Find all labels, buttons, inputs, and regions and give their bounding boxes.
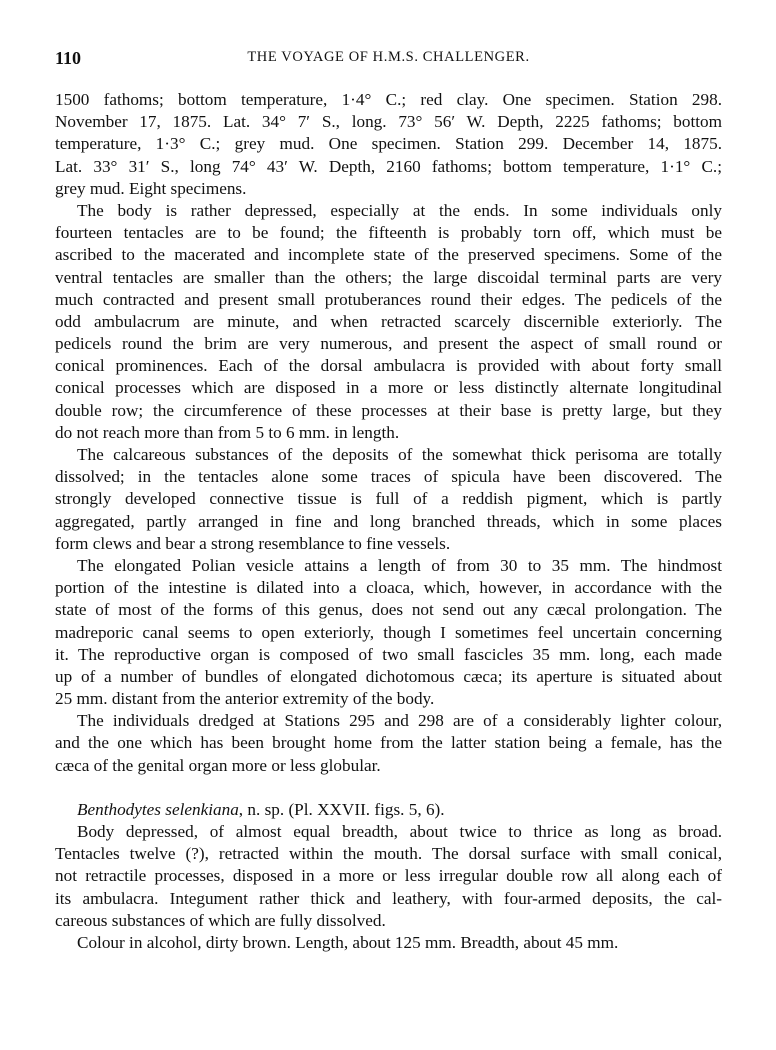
text-line: do not reach more than from 5 to 6 mm. in length.	[55, 422, 400, 442]
text-line: form clews and bear a strong resemblance to fine vessels.	[55, 533, 451, 553]
text-line: Colour in alcohol, dirty brown. Length, about 125 mm. Breadth, about 45 mm.	[77, 932, 619, 952]
text-line: careous substances of which are fully dissolved.	[55, 910, 386, 930]
text-line: 25 mm. distant from the anterior extremity of the body.	[55, 689, 435, 709]
species-description-section	[55, 821, 722, 954]
paragraph	[55, 932, 722, 954]
text-line: The calcareous substances of the deposits of the somewhat thick perisoma are totally	[77, 445, 722, 464]
text-line: its ambulacra. Integument rather thick and leathery, with four-armed deposits, the cal-	[55, 888, 722, 908]
text-line: it. The reproductive organ is composed of two small fascicles 35 mm. long, each made	[55, 644, 722, 664]
paragraph	[55, 710, 722, 777]
text-line: not retractile processes, disposed in a more or less irregular double row all along each of	[55, 866, 722, 886]
text-line: The body is rather depressed, especially at the ends. In some individuals only	[77, 200, 722, 220]
text-line: pedicels round the brim are very numerous, and present the aspect of small round or	[55, 334, 722, 354]
text-line: aggregated, partly arranged in fine and long branched threads, which in some places	[55, 511, 722, 531]
text-line: ventral tentacles are smaller than the others; the large discoidal terminal parts are very	[55, 267, 722, 287]
running-title: THE VOYAGE OF H.M.S. CHALLENGER.	[247, 49, 530, 65]
species-name: Benthodytes selenkiana	[77, 799, 239, 819]
text-line: The elongated Polian vesicle attains a length of from 30 to 35 mm. The hindmost	[77, 555, 722, 575]
text-line: conical processes which are disposed in a more or less distinctly alternate longitudinal	[55, 378, 722, 398]
text-line: cæca of the genital organ more or less globular.	[55, 755, 381, 775]
page-header	[55, 48, 722, 70]
paragraph	[55, 444, 722, 555]
paragraph	[55, 821, 722, 932]
page-number: 110	[55, 48, 82, 68]
species-heading-rest: , n. sp. (Pl. XXVII. figs. 5, 6).	[238, 799, 445, 819]
section-gap	[55, 777, 722, 799]
text-line: temperature, 1·3° C.; grey mud. One specimen. Station 299. December 14, 1875.	[55, 134, 722, 154]
paragraph	[55, 200, 722, 444]
species-heading	[55, 799, 722, 821]
text-line: and the one which has been brought home from the latter station being a female, has the	[55, 733, 722, 753]
text-line: 1500 fathoms; bottom temperature, 1·4° C.; red clay. One specimen. Station 298.	[55, 90, 722, 109]
text-line: Body depressed, of almost equal breadth, about twice to thrice as long as broad.	[77, 822, 722, 841]
paragraph	[55, 555, 722, 710]
text-line: ascribed to the macerated and incomplete state of the preserved specimens. Some of the	[55, 245, 722, 265]
text-line: strongly developed connective tissue is full of a reddish pigment, which is partly	[55, 489, 722, 509]
description-section	[55, 89, 722, 777]
text-line: double row; the circumference of these processes at their base is pretty large, but they	[55, 400, 722, 420]
text-line: Lat. 33° 31′ S., long 74° 43′ W. Depth, 2160 fathoms; bottom temperature, 1·1° C.;	[55, 156, 722, 176]
text-line: dissolved; in the tentacles alone some traces of spicula have been discovered. The	[55, 467, 722, 487]
text-line: Tentacles twelve (?), retracted within the mouth. The dorsal surface with small conical,	[55, 844, 722, 864]
text-line: November 17, 1875. Lat. 34° 7′ S., long. 73° 56′ W. Depth, 2225 fathoms; bottom	[55, 112, 722, 132]
text-line: odd ambulacrum are minute, and when retracted scarcely discernible exteriorly. The	[55, 311, 722, 331]
text-line: grey mud. Eight specimens.	[55, 178, 247, 198]
text-line: The individuals dredged at Stations 295 and 298 are of a considerably lighter colour,	[77, 711, 722, 731]
page-body	[55, 89, 722, 954]
paragraph	[55, 89, 722, 200]
text-line: fourteen tentacles are to be found; the fifteenth is probably torn off, which must be	[55, 223, 722, 243]
text-line: up of a number of bundles of elongated dichotomous cæca; its aperture is situated about	[55, 666, 722, 686]
text-line: madreporic canal seems to open exteriorly, though I sometimes feel uncertain concerning	[55, 622, 722, 642]
text-line: conical prominences. Each of the dorsal ambulacra is provided with about forty small	[55, 356, 722, 376]
text-line: much contracted and present small protuberances round their edges. The pedicels of the	[55, 289, 722, 309]
text-line: portion of the intestine is dilated into a cloaca, which, however, in accordance with the	[55, 578, 722, 598]
text-line: state of most of the forms of this genus, does not send out any cæcal prolongation. The	[55, 600, 722, 620]
